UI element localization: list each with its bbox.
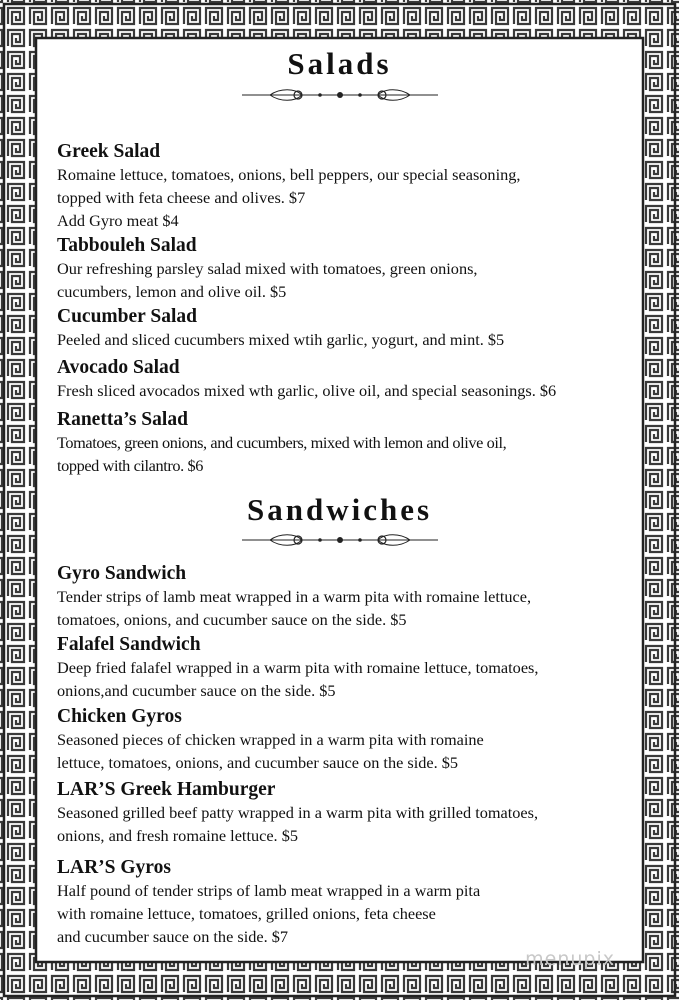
section-title-salads: Salads — [287, 46, 392, 81]
item-name: LAR’S Gyros — [57, 857, 171, 878]
item-description: Seasoned pieces of chicken wrapped in a warm pita with romaine lettuce, tomatoes, onions, and cucumber sauce on the side. $5 — [57, 730, 484, 772]
item-description: Peeled and sliced cucumbers mixed wtih garlic, yogurt, and mint. $5 — [57, 330, 505, 349]
item-name: Tabbouleh Salad — [57, 235, 197, 256]
item-name: Chicken Gyros — [57, 706, 182, 727]
item-description: Fresh sliced avocados mixed wth garlic, olive oil, and special seasonings. $6 — [57, 381, 557, 400]
item-name: Gyro Sandwich — [57, 563, 187, 584]
item-name: Cucumber Salad — [57, 306, 197, 327]
item-name: LAR’S Greek Hamburger — [57, 779, 276, 800]
menu-item — [57, 357, 637, 402]
scroll-flourish-icon — [240, 86, 440, 104]
item-name: Ranetta’s Salad — [57, 409, 188, 430]
menu-item — [57, 141, 637, 232]
menu-item — [57, 634, 637, 702]
menu-item — [57, 563, 637, 631]
item-description: Deep fried falafel wrapped in a warm pita with romaine lettuce, tomatoes, onions,and cucumber sauce on the side. $5 — [57, 658, 539, 700]
item-name: Greek Salad — [57, 141, 161, 162]
watermark: menupix — [525, 948, 615, 970]
menu-item — [57, 306, 637, 351]
menu-item — [57, 409, 637, 477]
scroll-flourish-icon — [240, 531, 440, 549]
item-name: Avocado Salad — [57, 357, 180, 378]
item-name: Falafel Sandwich — [57, 634, 201, 655]
item-description: Our refreshing parsley salad mixed with tomatoes, green onions, cucumbers, lemon and olive oil. $5 — [57, 259, 478, 301]
item-description: Tender strips of lamb meat wrapped in a warm pita with romaine lettuce, tomatoes, onions, and cucumber sauce on the side. $5 — [57, 587, 532, 629]
menu-item — [57, 706, 637, 774]
section-title-sandwiches: Sandwiches — [246, 492, 433, 527]
menu-item — [57, 857, 637, 948]
item-description: Tomatoes, green onions, and cucumbers, mixed with lemon and olive oil, topped with cilantro. $6 — [57, 433, 507, 475]
item-description: Seasoned grilled beef patty wrapped in a warm pita with grilled tomatoes, onions, and fresh romaine lettuce. $5 — [57, 803, 539, 845]
menu-item — [57, 235, 637, 303]
item-description: Romaine lettuce, tomatoes, onions, bell peppers, our special seasoning, topped with feta cheese and olives. $7 Add Gyro meat $4 — [57, 165, 521, 230]
menu-item — [57, 779, 637, 847]
item-description: Half pound of tender strips of lamb meat wrapped in a warm pita with romaine lettuce, tomatoes, grilled onions, feta cheese and cucumber sauce on the side. $7 — [57, 881, 481, 946]
